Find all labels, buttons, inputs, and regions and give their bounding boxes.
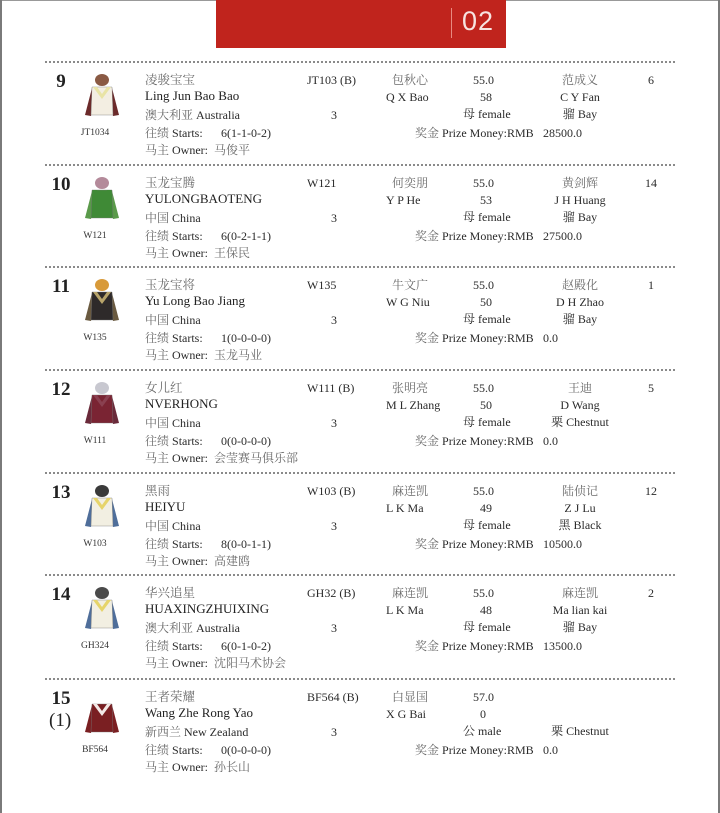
jacket-body — [91, 292, 113, 320]
prize-money: 13500.0 — [543, 639, 582, 653]
horse-name-cn: 华兴追星 — [145, 586, 196, 600]
jockey-name-cn: 麻连凯 — [392, 484, 429, 498]
country-cn: 澳大利亚 — [145, 108, 194, 122]
age: 3 — [331, 313, 337, 327]
jacket-body — [91, 704, 113, 732]
race-entry — [45, 373, 675, 473]
gear: JT103 (B) — [307, 73, 356, 87]
owner-label-cn: 马主 — [145, 760, 170, 774]
prize-money: 10500.0 — [543, 537, 582, 551]
starts-label-cn: 往绩 — [145, 743, 170, 757]
jockey-name-cn: 牛文广 — [392, 278, 429, 292]
silks-code: W135 — [83, 333, 107, 343]
country — [145, 621, 240, 635]
horse-number: 12 — [51, 379, 71, 400]
trainer-name-en: J H Huang — [554, 193, 606, 207]
sex: 母 female — [463, 415, 511, 429]
horse-name-cn: 凌骏宝宝 — [145, 73, 196, 87]
starts-label-cn: 往绩 — [145, 126, 170, 140]
jockey-name-cn: 何奕朋 — [392, 176, 429, 190]
gear: W103 (B) — [307, 484, 356, 498]
prize-money: 27500.0 — [543, 229, 582, 243]
starts-label-cn: 往绩 — [145, 229, 170, 243]
owner-label-en: Owner: — [172, 656, 209, 670]
prize-label — [415, 639, 534, 653]
owner-label-en: Owner: — [172, 760, 209, 774]
sex: 母 female — [463, 312, 511, 326]
starts-label-en: Starts: — [172, 639, 203, 653]
owner-name: 高建鸥 — [214, 554, 251, 568]
silks-code: GH324 — [81, 641, 109, 651]
sex: 母 female — [463, 620, 511, 634]
country-en: Australia — [196, 621, 241, 635]
rating: 50 — [480, 295, 492, 309]
jacket-body — [91, 87, 113, 115]
entry-separator — [45, 369, 675, 371]
jockey-name-en: Q X Bao — [386, 90, 429, 104]
header-divider — [451, 8, 452, 38]
owner-label-cn: 马主 — [145, 656, 170, 670]
carried-weight: 55.0 — [473, 484, 494, 498]
horse-color: 骝 Bay — [562, 210, 598, 224]
entry-separator — [45, 164, 675, 166]
race-entry — [45, 65, 675, 165]
jockey-name-en: X G Bai — [386, 707, 426, 721]
starts-record: 1(0-0-0-0) — [221, 331, 271, 345]
owner-row — [145, 143, 250, 157]
horse-name-en: Yu Long Bao Jiang — [145, 293, 246, 308]
draw: 2 — [648, 586, 654, 600]
cap-icon — [95, 177, 109, 189]
horse-name-en: Wang Zhe Rong Yao — [145, 705, 254, 720]
horse-name-cn: 王者荣耀 — [145, 690, 196, 704]
jockey-silks-icon — [81, 482, 123, 532]
owner-name: 马俊平 — [214, 143, 251, 157]
owner-name: 孙长山 — [214, 760, 251, 774]
starts-label-en: Starts: — [172, 229, 203, 243]
prize-label — [415, 537, 534, 551]
rating: 50 — [480, 398, 492, 412]
entry-separator — [45, 472, 675, 474]
cap-icon — [95, 382, 109, 394]
entry-separator — [45, 678, 675, 680]
trainer-name-en: C Y Fan — [560, 90, 600, 104]
age: 3 — [331, 519, 337, 533]
horse-number: 11 — [52, 276, 70, 297]
owner-label-cn: 马主 — [145, 554, 170, 568]
owner-label-en: Owner: — [172, 246, 209, 260]
race-entry — [45, 168, 675, 268]
prize-label-cn: 奖金 — [415, 537, 440, 551]
sex: 公 male — [463, 724, 502, 738]
starts-record: 8(0-0-1-1) — [221, 537, 271, 551]
prize-label — [415, 126, 534, 140]
country — [145, 108, 240, 122]
prize-label — [415, 229, 534, 243]
cap-icon — [95, 279, 109, 291]
draw: 12 — [645, 484, 657, 498]
page-number: 02 — [462, 6, 495, 36]
draw: 1 — [648, 278, 654, 292]
horse-name-cn: 黑雨 — [145, 484, 171, 498]
entry-separator — [45, 266, 675, 268]
horse-color: 骝 Bay — [562, 620, 598, 634]
owner-row — [145, 246, 250, 260]
jockey-name-en: L K Ma — [386, 603, 424, 617]
carried-weight: 55.0 — [473, 73, 494, 87]
country-cn: 澳大利亚 — [145, 621, 194, 635]
sex: 母 female — [463, 518, 511, 532]
horse-name-en: HUAXINGZHUIXING — [145, 601, 270, 616]
prize-label-cn: 奖金 — [415, 229, 440, 243]
jacket-body — [91, 395, 113, 423]
prize-money: 28500.0 — [543, 126, 582, 140]
country — [145, 519, 201, 533]
jockey-name-en: L K Ma — [386, 501, 424, 515]
horse-number: 9 — [56, 71, 66, 92]
owner-label-en: Owner: — [172, 451, 209, 465]
country-cn: 中国 — [145, 211, 170, 225]
trainer-name-en: Ma lian kai — [552, 603, 608, 617]
country — [145, 725, 248, 739]
horse-name-cn: 玉龙宝将 — [145, 278, 196, 292]
entry-separator — [45, 574, 675, 576]
page-border-left — [0, 0, 2, 813]
jockey-silks-icon — [81, 379, 123, 429]
jacket-body — [91, 498, 113, 526]
rating: 0 — [480, 707, 486, 721]
owner-label-en: Owner: — [172, 348, 209, 362]
owner-row — [145, 348, 262, 362]
horse-sub-number: (1) — [49, 710, 72, 731]
starts-label-cn: 往绩 — [145, 537, 170, 551]
age: 3 — [331, 108, 337, 122]
jockey-silks-icon — [81, 688, 123, 738]
horse-color: 栗 Chestnut — [551, 415, 609, 429]
jockey-silks-icon — [81, 71, 123, 121]
age: 3 — [331, 621, 337, 635]
prize-label-cn: 奖金 — [415, 126, 440, 140]
carried-weight: 55.0 — [473, 278, 494, 292]
horse-number: 15 — [51, 688, 71, 709]
horse-name-en: YULONGBAOTENG — [145, 191, 262, 206]
prize-label — [415, 434, 534, 448]
trainer-name-en: D H Zhao — [556, 295, 604, 309]
race-entry — [45, 476, 675, 576]
horse-name-cn: 女儿红 — [145, 381, 183, 395]
owner-label-cn: 马主 — [145, 348, 170, 362]
horse-name-en: Ling Jun Bao Bao — [145, 88, 240, 103]
gear: GH32 (B) — [307, 586, 356, 600]
trainer-name-cn: 范成义 — [561, 73, 598, 87]
trainer-name-en: D Wang — [560, 398, 600, 412]
starts-row — [145, 434, 203, 448]
age: 3 — [331, 416, 337, 430]
jockey-name-en: M L Zhang — [386, 398, 441, 412]
prize-label — [415, 331, 534, 345]
silks-code: W103 — [83, 539, 107, 549]
starts-record: 6(1-1-0-2) — [221, 126, 271, 140]
horse-name-en: NVERHONG — [145, 396, 218, 411]
owner-label-en: Owner: — [172, 554, 209, 568]
owner-label-en: Owner: — [172, 143, 209, 157]
sex: 母 female — [463, 107, 511, 121]
jockey-name-en: W G Niu — [386, 295, 430, 309]
jockey-silks-icon — [81, 174, 123, 224]
carried-weight: 55.0 — [473, 176, 494, 190]
owner-row — [145, 760, 250, 774]
race-entry — [45, 578, 675, 678]
owner-label-cn: 马主 — [145, 451, 170, 465]
silks-code: BF564 — [82, 745, 108, 755]
starts-row — [145, 537, 203, 551]
prize-label-cn: 奖金 — [415, 331, 440, 345]
prize-label — [415, 743, 534, 757]
rating: 53 — [480, 193, 492, 207]
age: 3 — [331, 725, 337, 739]
owner-row — [145, 656, 286, 670]
country-cn: 新西兰 — [145, 725, 182, 739]
jockey-silks-icon — [81, 584, 123, 634]
trainer-name-cn: 麻连凯 — [561, 586, 598, 600]
prize-money: 0.0 — [543, 743, 558, 757]
owner-name: 王保民 — [214, 246, 251, 260]
starts-label-en: Starts: — [172, 331, 203, 345]
owner-row — [145, 451, 298, 465]
starts-row — [145, 229, 203, 243]
starts-label-en: Starts: — [172, 434, 203, 448]
carried-weight: 55.0 — [473, 586, 494, 600]
trainer-name-cn: 赵殿化 — [561, 278, 598, 292]
horse-color: 骝 Bay — [562, 312, 598, 326]
owner-row — [145, 554, 250, 568]
owner-name: 沈阳马术协会 — [214, 656, 287, 670]
prize-label-cn: 奖金 — [415, 434, 440, 448]
prize-label-cn: 奖金 — [415, 639, 440, 653]
gear: W111 (B) — [307, 381, 355, 395]
starts-row — [145, 743, 203, 757]
horse-number: 13 — [51, 482, 71, 503]
starts-label-en: Starts: — [172, 126, 203, 140]
starts-label-en: Starts: — [172, 537, 203, 551]
draw: 14 — [645, 176, 657, 190]
trainer-name-cn: 黄剑辉 — [561, 176, 598, 190]
prize-label-en: Prize Money:RMB — [442, 537, 534, 551]
carried-weight: 57.0 — [473, 690, 494, 704]
prize-money: 0.0 — [543, 331, 558, 345]
draw: 6 — [648, 73, 654, 87]
sex: 母 female — [463, 210, 511, 224]
starts-record: 0(0-0-0-0) — [221, 434, 271, 448]
jockey-name-cn: 麻连凯 — [392, 586, 429, 600]
draw: 5 — [648, 381, 654, 395]
cap-icon — [95, 587, 109, 599]
country-cn: 中国 — [145, 313, 170, 327]
silks-code: W121 — [83, 231, 107, 241]
owner-label-cn: 马主 — [145, 246, 170, 260]
horse-number: 10 — [51, 174, 71, 195]
prize-label-en: Prize Money:RMB — [442, 331, 534, 345]
jockey-name-cn: 包秋心 — [392, 73, 429, 87]
owner-name: 玉龙马业 — [214, 348, 263, 362]
silks-code: W111 — [83, 436, 107, 446]
horse-color: 栗 Chestnut — [551, 724, 609, 738]
prize-label-en: Prize Money:RMB — [442, 229, 534, 243]
starts-row — [145, 126, 203, 140]
gear: W121 — [307, 176, 337, 190]
race-entry — [45, 682, 675, 782]
rating: 49 — [480, 501, 492, 515]
starts-record: 0(0-0-0-0) — [221, 743, 271, 757]
jockey-name-en: Y P He — [386, 193, 421, 207]
cap-icon — [95, 74, 109, 86]
country — [145, 416, 201, 430]
country — [145, 211, 201, 225]
country-en: China — [172, 313, 201, 327]
trainer-name-cn: 王迪 — [567, 381, 592, 395]
prize-label-en: Prize Money:RMB — [442, 126, 534, 140]
country-en: China — [172, 211, 201, 225]
gear: BF564 (B) — [307, 690, 359, 704]
entry-separator — [45, 61, 675, 63]
prize-money: 0.0 — [543, 434, 558, 448]
country-en: China — [172, 519, 201, 533]
country-en: New Zealand — [184, 725, 249, 739]
prize-label-en: Prize Money:RMB — [442, 743, 534, 757]
prize-label-cn: 奖金 — [415, 743, 440, 757]
gear: W135 — [307, 278, 337, 292]
country-en: China — [172, 416, 201, 430]
starts-row — [145, 639, 203, 653]
horse-color: 骝 Bay — [562, 107, 598, 121]
starts-label-cn: 往绩 — [145, 434, 170, 448]
country-en: Australia — [196, 108, 241, 122]
country-cn: 中国 — [145, 519, 170, 533]
jockey-silks-icon — [81, 276, 123, 326]
horse-color: 黑 Black — [558, 518, 602, 532]
starts-record: 6(0-1-0-2) — [221, 639, 271, 653]
owner-name: 会莹赛马俱乐部 — [214, 451, 299, 465]
prize-label-en: Prize Money:RMB — [442, 434, 534, 448]
jacket-body — [91, 600, 113, 628]
trainer-name-cn: 陆侦记 — [561, 484, 598, 498]
jockey-name-cn: 张明亮 — [392, 381, 429, 395]
starts-record: 6(0-2-1-1) — [221, 229, 271, 243]
starts-label-cn: 往绩 — [145, 331, 170, 345]
horse-name-en: HEIYU — [145, 499, 186, 514]
owner-label-cn: 马主 — [145, 143, 170, 157]
age: 3 — [331, 211, 337, 225]
country-cn: 中国 — [145, 416, 170, 430]
trainer-name-en: Z J Lu — [564, 501, 596, 515]
horse-number: 14 — [51, 584, 71, 605]
race-entry — [45, 270, 675, 370]
silks-code: JT1034 — [80, 128, 110, 138]
cap-icon — [95, 485, 109, 497]
prize-label-en: Prize Money:RMB — [442, 639, 534, 653]
jockey-name-cn: 白显国 — [392, 690, 429, 704]
horse-name-cn: 玉龙宝腾 — [145, 176, 196, 190]
rating: 58 — [480, 90, 492, 104]
jacket-body — [91, 190, 113, 218]
starts-label-en: Starts: — [172, 743, 203, 757]
carried-weight: 55.0 — [473, 381, 494, 395]
starts-label-cn: 往绩 — [145, 639, 170, 653]
rating: 48 — [480, 603, 492, 617]
starts-row — [145, 331, 203, 345]
country — [145, 313, 201, 327]
